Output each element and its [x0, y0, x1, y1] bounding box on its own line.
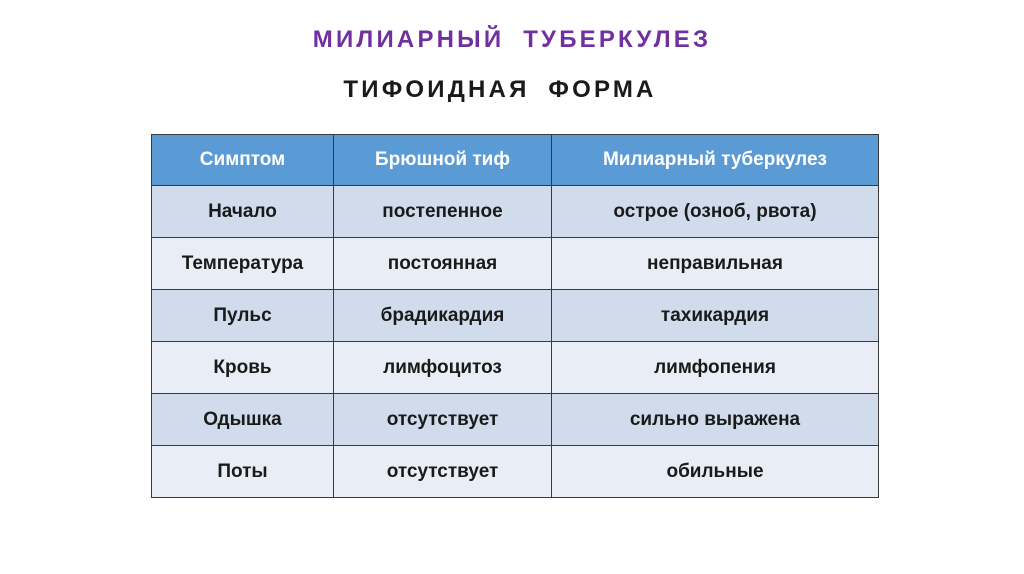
cell-miliary-tb: неправильная	[552, 238, 879, 290]
cell-symptom: Температура	[152, 238, 334, 290]
cell-typhoid: брадикардия	[334, 290, 552, 342]
cell-miliary-tb: лимфопения	[552, 342, 879, 394]
cell-miliary-tb: острое (озноб, рвота)	[552, 186, 879, 238]
cell-miliary-tb: обильные	[552, 446, 879, 498]
cell-symptom: Начало	[152, 186, 334, 238]
table-row	[152, 238, 879, 290]
cell-typhoid: отсутствует	[334, 446, 552, 498]
cell-typhoid: отсутствует	[334, 394, 552, 446]
slide-subtitle: ТИФОИДНАЯ ФОРМА	[343, 76, 657, 103]
cell-miliary-tb: тахикардия	[552, 290, 879, 342]
slide-title: МИЛИАРНЫЙ ТУБЕРКУЛЕЗ	[312, 26, 712, 53]
cell-symptom: Поты	[152, 446, 334, 498]
header-typhoid: Брюшной тиф	[334, 135, 552, 186]
table-header-row	[152, 135, 879, 186]
cell-symptom: Кровь	[152, 342, 334, 394]
cell-typhoid: постепенное	[334, 186, 552, 238]
cell-symptom: Одышка	[152, 394, 334, 446]
cell-typhoid: постоянная	[334, 238, 552, 290]
header-symptom: Симптом	[152, 135, 334, 186]
table-row	[152, 290, 879, 342]
table-row	[152, 394, 879, 446]
table-row	[152, 342, 879, 394]
table-row	[152, 186, 879, 238]
comparison-table	[151, 134, 879, 498]
cell-typhoid: лимфоцитоз	[334, 342, 552, 394]
table-row	[152, 446, 879, 498]
header-miliary-tb: Милиарный туберкулез	[552, 135, 879, 186]
cell-miliary-tb: сильно выражена	[552, 394, 879, 446]
cell-symptom: Пульс	[152, 290, 334, 342]
